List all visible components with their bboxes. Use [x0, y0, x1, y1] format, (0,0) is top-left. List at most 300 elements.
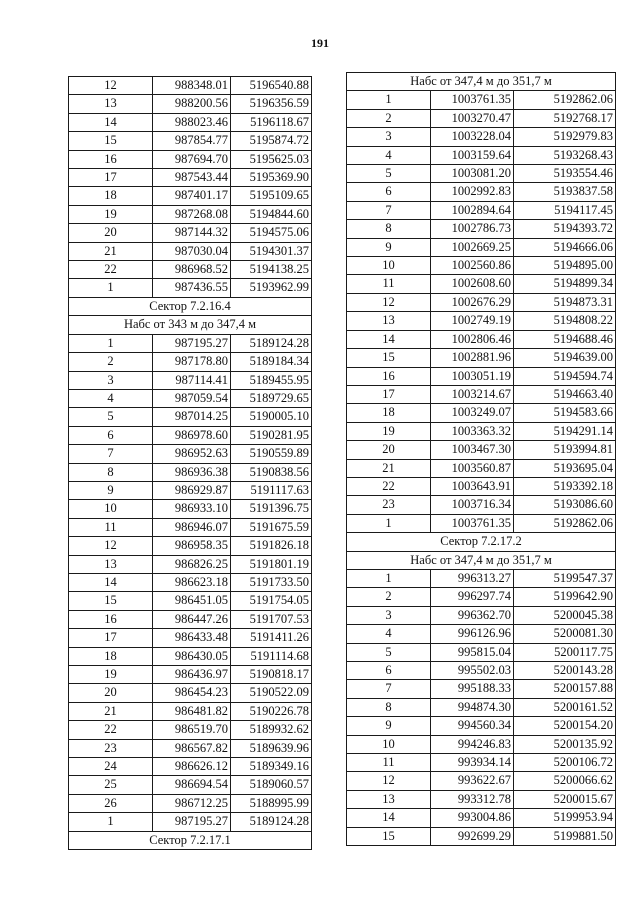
point-number-cell: 7: [347, 201, 431, 219]
y-coordinate-cell: 5196540.88: [231, 77, 312, 95]
x-coordinate-cell: 986430.05: [153, 647, 231, 665]
x-coordinate-cell: 986451.05: [153, 592, 231, 610]
x-coordinate-cell: 1002669.25: [431, 238, 514, 256]
point-number-cell: 10: [69, 500, 153, 518]
point-number-cell: 15: [347, 349, 431, 367]
table-row: [347, 827, 616, 845]
point-number-cell: 18: [347, 404, 431, 422]
table-row: [347, 91, 616, 109]
y-coordinate-cell: 5200106.72: [514, 754, 616, 772]
point-number-cell: 22: [69, 721, 153, 739]
table-row: [347, 606, 616, 624]
table-row: [69, 573, 312, 591]
point-number-cell: 13: [69, 555, 153, 573]
table-row: [69, 150, 312, 168]
y-coordinate-cell: 5192862.06: [514, 91, 616, 109]
point-number-cell: 11: [69, 518, 153, 536]
x-coordinate-cell: 1003159.64: [431, 146, 514, 164]
x-coordinate-cell: 1002749.19: [431, 312, 514, 330]
section-header-cell: Сектор 7.2.17.1: [69, 831, 312, 849]
y-coordinate-cell: 5189124.28: [231, 813, 312, 831]
y-coordinate-cell: 5200143.28: [514, 662, 616, 680]
point-number-cell: 14: [69, 113, 153, 131]
point-number-cell: 17: [347, 385, 431, 403]
table-row: [69, 647, 312, 665]
point-number-cell: 25: [69, 776, 153, 794]
point-number-cell: 19: [347, 422, 431, 440]
x-coordinate-cell: 1003716.34: [431, 496, 514, 514]
table-row: [347, 625, 616, 643]
point-number-cell: 16: [69, 610, 153, 628]
point-number-cell: 12: [347, 772, 431, 790]
table-row: [69, 169, 312, 187]
table-row: [347, 367, 616, 385]
x-coordinate-cell: 1003249.07: [431, 404, 514, 422]
x-coordinate-cell: 996313.27: [431, 569, 514, 587]
table-row: [69, 334, 312, 352]
x-coordinate-cell: 1002881.96: [431, 349, 514, 367]
x-coordinate-cell: 986481.82: [153, 702, 231, 720]
y-coordinate-cell: 5194899.34: [514, 275, 616, 293]
y-coordinate-cell: 5189639.96: [231, 739, 312, 757]
point-number-cell: 11: [347, 754, 431, 772]
table-row: [69, 610, 312, 628]
table-row: [69, 205, 312, 223]
table-row: [347, 772, 616, 790]
point-number-cell: 6: [347, 183, 431, 201]
table-row: [69, 794, 312, 812]
x-coordinate-cell: 986623.18: [153, 573, 231, 591]
point-number-cell: 14: [347, 330, 431, 348]
y-coordinate-cell: 5189349.16: [231, 758, 312, 776]
point-number-cell: 3: [347, 606, 431, 624]
point-number-cell: 7: [69, 445, 153, 463]
table-row: [347, 293, 616, 311]
y-coordinate-cell: 5191114.68: [231, 647, 312, 665]
y-coordinate-cell: 5200045.38: [514, 606, 616, 624]
y-coordinate-cell: 5199953.94: [514, 809, 616, 827]
point-number-cell: 1: [347, 91, 431, 109]
y-coordinate-cell: 5192862.06: [514, 514, 616, 532]
table-row: [69, 242, 312, 260]
x-coordinate-cell: 986447.26: [153, 610, 231, 628]
table-row: [347, 385, 616, 403]
x-coordinate-cell: 996362.70: [431, 606, 514, 624]
table-row: [69, 555, 312, 573]
point-number-cell: 23: [347, 496, 431, 514]
x-coordinate-cell: 987178.80: [153, 353, 231, 371]
point-number-cell: 23: [69, 739, 153, 757]
point-number-cell: 1: [347, 569, 431, 587]
point-number-cell: 20: [69, 684, 153, 702]
table-row: [69, 261, 312, 279]
table-row: [69, 371, 312, 389]
table-row: [347, 220, 616, 238]
table-row: [69, 95, 312, 113]
x-coordinate-cell: 1003560.87: [431, 459, 514, 477]
x-coordinate-cell: 986433.48: [153, 629, 231, 647]
y-coordinate-cell: 5193554.46: [514, 165, 616, 183]
point-number-cell: 22: [347, 477, 431, 495]
x-coordinate-cell: 986946.07: [153, 518, 231, 536]
x-coordinate-cell: 987144.32: [153, 224, 231, 242]
section-header-cell: Набс от 343 м до 347,4 м: [69, 316, 312, 334]
y-coordinate-cell: 5190838.56: [231, 463, 312, 481]
x-coordinate-cell: 987401.17: [153, 187, 231, 205]
section-header-row: [69, 316, 312, 334]
section-header-row: [69, 831, 312, 849]
y-coordinate-cell: 5194895.00: [514, 257, 616, 275]
x-coordinate-cell: 987854.77: [153, 132, 231, 150]
table-row: [347, 477, 616, 495]
y-coordinate-cell: 5194583.66: [514, 404, 616, 422]
point-number-cell: 22: [69, 261, 153, 279]
x-coordinate-cell: 996126.96: [431, 625, 514, 643]
point-number-cell: 19: [69, 666, 153, 684]
section-header-cell: Набс от 347,4 м до 351,7 м: [347, 551, 616, 569]
y-coordinate-cell: 5200161.52: [514, 698, 616, 716]
y-coordinate-cell: 5194873.31: [514, 293, 616, 311]
y-coordinate-cell: 5191675.59: [231, 518, 312, 536]
x-coordinate-cell: 995188.33: [431, 680, 514, 698]
section-header-cell: Сектор 7.2.17.2: [347, 533, 616, 551]
x-coordinate-cell: 994874.30: [431, 698, 514, 716]
point-number-cell: 6: [69, 426, 153, 444]
y-coordinate-cell: 5190005.10: [231, 408, 312, 426]
point-number-cell: 20: [347, 441, 431, 459]
x-coordinate-cell: 995815.04: [431, 643, 514, 661]
x-coordinate-cell: 993934.14: [431, 754, 514, 772]
point-number-cell: 16: [69, 150, 153, 168]
y-coordinate-cell: 5192768.17: [514, 109, 616, 127]
y-coordinate-cell: 5200117.75: [514, 643, 616, 661]
table-row: [347, 754, 616, 772]
table-row: [69, 518, 312, 536]
table-row: [69, 702, 312, 720]
point-number-cell: 4: [347, 625, 431, 643]
page-number: 191: [311, 36, 329, 50]
point-number-cell: 10: [347, 257, 431, 275]
table-row: [347, 459, 616, 477]
table-row: [69, 389, 312, 407]
x-coordinate-cell: 996297.74: [431, 588, 514, 606]
x-coordinate-cell: 988348.01: [153, 77, 231, 95]
x-coordinate-cell: 1003761.35: [431, 514, 514, 532]
table-row: [347, 238, 616, 256]
table-row: [69, 463, 312, 481]
x-coordinate-cell: 1003761.35: [431, 91, 514, 109]
point-number-cell: 1: [69, 279, 153, 297]
table-row: [347, 330, 616, 348]
point-number-cell: 4: [347, 146, 431, 164]
point-number-cell: 12: [69, 77, 153, 95]
point-number-cell: 12: [347, 293, 431, 311]
point-number-cell: 14: [347, 809, 431, 827]
y-coordinate-cell: 5194666.06: [514, 238, 616, 256]
table-row: [69, 445, 312, 463]
y-coordinate-cell: 5200157.88: [514, 680, 616, 698]
point-number-cell: 5: [347, 165, 431, 183]
table-row: [347, 275, 616, 293]
x-coordinate-cell: 987014.25: [153, 408, 231, 426]
table-row: [347, 146, 616, 164]
x-coordinate-cell: 986952.63: [153, 445, 231, 463]
x-coordinate-cell: 988200.56: [153, 95, 231, 113]
y-coordinate-cell: 5189124.28: [231, 334, 312, 352]
x-coordinate-cell: 987114.41: [153, 371, 231, 389]
x-coordinate-cell: 1003363.32: [431, 422, 514, 440]
y-coordinate-cell: 5190818.17: [231, 666, 312, 684]
x-coordinate-cell: 987030.04: [153, 242, 231, 260]
point-number-cell: 5: [69, 408, 153, 426]
y-coordinate-cell: 5191411.26: [231, 629, 312, 647]
left-coordinates-table: [68, 76, 312, 850]
y-coordinate-cell: 5196118.67: [231, 113, 312, 131]
table-row: [347, 257, 616, 275]
x-coordinate-cell: 1003051.19: [431, 367, 514, 385]
y-coordinate-cell: 5194575.06: [231, 224, 312, 242]
table-row: [347, 183, 616, 201]
y-coordinate-cell: 5193695.04: [514, 459, 616, 477]
y-coordinate-cell: 5189060.57: [231, 776, 312, 794]
x-coordinate-cell: 1002786.73: [431, 220, 514, 238]
x-coordinate-cell: 994246.83: [431, 735, 514, 753]
point-number-cell: 21: [69, 702, 153, 720]
table-row: [69, 426, 312, 444]
x-coordinate-cell: 987268.08: [153, 205, 231, 223]
x-coordinate-cell: 995502.03: [431, 662, 514, 680]
y-coordinate-cell: 5200066.62: [514, 772, 616, 790]
y-coordinate-cell: 5195874.72: [231, 132, 312, 150]
point-number-cell: 21: [347, 459, 431, 477]
x-coordinate-cell: 994560.34: [431, 717, 514, 735]
x-coordinate-cell: 986826.25: [153, 555, 231, 573]
right-coordinates-table: [346, 72, 616, 846]
table-row: [69, 408, 312, 426]
table-row: [347, 662, 616, 680]
x-coordinate-cell: 986958.35: [153, 537, 231, 555]
section-header-cell: Сектор 7.2.16.4: [69, 297, 312, 315]
x-coordinate-cell: 1002894.64: [431, 201, 514, 219]
point-number-cell: 18: [69, 187, 153, 205]
x-coordinate-cell: 1002992.83: [431, 183, 514, 201]
x-coordinate-cell: 986519.70: [153, 721, 231, 739]
y-coordinate-cell: 5199881.50: [514, 827, 616, 845]
table-row: [347, 496, 616, 514]
x-coordinate-cell: 1003270.47: [431, 109, 514, 127]
y-coordinate-cell: 5191396.75: [231, 500, 312, 518]
x-coordinate-cell: 1002608.60: [431, 275, 514, 293]
y-coordinate-cell: 5192979.83: [514, 128, 616, 146]
x-coordinate-cell: 987694.70: [153, 150, 231, 168]
y-coordinate-cell: 5193392.18: [514, 477, 616, 495]
point-number-cell: 10: [347, 735, 431, 753]
table-row: [69, 592, 312, 610]
section-header-row: [347, 533, 616, 551]
table-row: [69, 481, 312, 499]
y-coordinate-cell: 5194808.22: [514, 312, 616, 330]
y-coordinate-cell: 5194688.46: [514, 330, 616, 348]
table-row: [69, 537, 312, 555]
y-coordinate-cell: 5193268.43: [514, 146, 616, 164]
point-number-cell: 1: [69, 334, 153, 352]
y-coordinate-cell: 5194393.72: [514, 220, 616, 238]
point-number-cell: 11: [347, 275, 431, 293]
section-header-row: [69, 297, 312, 315]
table-row: [347, 680, 616, 698]
section-header-row: [347, 73, 616, 91]
table-row: [69, 113, 312, 131]
table-row: [347, 514, 616, 532]
point-number-cell: 18: [69, 647, 153, 665]
point-number-cell: 9: [347, 238, 431, 256]
y-coordinate-cell: 5196356.59: [231, 95, 312, 113]
table-row: [347, 404, 616, 422]
y-coordinate-cell: 5190226.78: [231, 702, 312, 720]
x-coordinate-cell: 993004.86: [431, 809, 514, 827]
point-number-cell: 1: [69, 813, 153, 831]
point-number-cell: 19: [69, 205, 153, 223]
y-coordinate-cell: 5195369.90: [231, 169, 312, 187]
point-number-cell: 13: [347, 790, 431, 808]
section-header-cell: Набс от 347,4 м до 351,7 м: [347, 73, 616, 91]
y-coordinate-cell: 5189729.65: [231, 389, 312, 407]
x-coordinate-cell: 987436.55: [153, 279, 231, 297]
y-coordinate-cell: 5189455.95: [231, 371, 312, 389]
table-row: [347, 128, 616, 146]
y-coordinate-cell: 5195109.65: [231, 187, 312, 205]
y-coordinate-cell: 5193962.99: [231, 279, 312, 297]
y-coordinate-cell: 5189932.62: [231, 721, 312, 739]
table-row: [347, 349, 616, 367]
y-coordinate-cell: 5194844.60: [231, 205, 312, 223]
point-number-cell: 26: [69, 794, 153, 812]
y-coordinate-cell: 5200081.30: [514, 625, 616, 643]
y-coordinate-cell: 5199642.90: [514, 588, 616, 606]
x-coordinate-cell: 986712.25: [153, 794, 231, 812]
point-number-cell: 13: [347, 312, 431, 330]
x-coordinate-cell: 986936.38: [153, 463, 231, 481]
point-number-cell: 2: [347, 588, 431, 606]
table-row: [347, 643, 616, 661]
table-row: [69, 132, 312, 150]
table-row: [347, 165, 616, 183]
y-coordinate-cell: 5193994.81: [514, 441, 616, 459]
x-coordinate-cell: 986933.10: [153, 500, 231, 518]
x-coordinate-cell: 986929.87: [153, 481, 231, 499]
section-header-row: [347, 551, 616, 569]
table-row: [347, 735, 616, 753]
point-number-cell: 24: [69, 758, 153, 776]
point-number-cell: 12: [69, 537, 153, 555]
table-row: [69, 224, 312, 242]
point-number-cell: 8: [347, 698, 431, 716]
table-row: [347, 422, 616, 440]
x-coordinate-cell: 987059.54: [153, 389, 231, 407]
point-number-cell: 15: [69, 592, 153, 610]
point-number-cell: 3: [347, 128, 431, 146]
point-number-cell: 4: [69, 389, 153, 407]
x-coordinate-cell: 986436.97: [153, 666, 231, 684]
x-coordinate-cell: 986567.82: [153, 739, 231, 757]
point-number-cell: 15: [347, 827, 431, 845]
x-coordinate-cell: 986978.60: [153, 426, 231, 444]
y-coordinate-cell: 5191754.05: [231, 592, 312, 610]
table-row: [69, 758, 312, 776]
y-coordinate-cell: 5200154.20: [514, 717, 616, 735]
y-coordinate-cell: 5188995.99: [231, 794, 312, 812]
point-number-cell: 5: [347, 643, 431, 661]
table-row: [69, 629, 312, 647]
table-row: [69, 500, 312, 518]
x-coordinate-cell: 987543.44: [153, 169, 231, 187]
y-coordinate-cell: 5194291.14: [514, 422, 616, 440]
table-row: [347, 201, 616, 219]
point-number-cell: 7: [347, 680, 431, 698]
y-coordinate-cell: 5193837.58: [514, 183, 616, 201]
x-coordinate-cell: 1002806.46: [431, 330, 514, 348]
y-coordinate-cell: 5194663.40: [514, 385, 616, 403]
x-coordinate-cell: 986454.23: [153, 684, 231, 702]
table-row: [69, 279, 312, 297]
x-coordinate-cell: 986626.12: [153, 758, 231, 776]
point-number-cell: 1: [347, 514, 431, 532]
point-number-cell: 21: [69, 242, 153, 260]
table-row: [69, 187, 312, 205]
table-row: [69, 666, 312, 684]
x-coordinate-cell: 993622.67: [431, 772, 514, 790]
x-coordinate-cell: 987195.27: [153, 334, 231, 352]
point-number-cell: 15: [69, 132, 153, 150]
y-coordinate-cell: 5191801.19: [231, 555, 312, 573]
x-coordinate-cell: 1003081.20: [431, 165, 514, 183]
y-coordinate-cell: 5194301.37: [231, 242, 312, 260]
y-coordinate-cell: 5194117.45: [514, 201, 616, 219]
table-row: [69, 77, 312, 95]
point-number-cell: 13: [69, 95, 153, 113]
y-coordinate-cell: 5199547.37: [514, 569, 616, 587]
x-coordinate-cell: 986694.54: [153, 776, 231, 794]
x-coordinate-cell: 993312.78: [431, 790, 514, 808]
point-number-cell: 17: [69, 629, 153, 647]
point-number-cell: 6: [347, 662, 431, 680]
table-row: [347, 588, 616, 606]
y-coordinate-cell: 5194594.74: [514, 367, 616, 385]
point-number-cell: 8: [347, 220, 431, 238]
x-coordinate-cell: 987195.27: [153, 813, 231, 831]
table-row: [69, 353, 312, 371]
table-row: [69, 739, 312, 757]
y-coordinate-cell: 5191733.50: [231, 573, 312, 591]
point-number-cell: 9: [347, 717, 431, 735]
y-coordinate-cell: 5190559.89: [231, 445, 312, 463]
y-coordinate-cell: 5200015.67: [514, 790, 616, 808]
y-coordinate-cell: 5191826.18: [231, 537, 312, 555]
table-row: [347, 109, 616, 127]
point-number-cell: 9: [69, 481, 153, 499]
table-row: [347, 569, 616, 587]
table-row: [69, 776, 312, 794]
point-number-cell: 14: [69, 573, 153, 591]
y-coordinate-cell: 5190281.95: [231, 426, 312, 444]
y-coordinate-cell: 5200135.92: [514, 735, 616, 753]
point-number-cell: 3: [69, 371, 153, 389]
y-coordinate-cell: 5193086.60: [514, 496, 616, 514]
table-row: [347, 441, 616, 459]
x-coordinate-cell: 1003228.04: [431, 128, 514, 146]
x-coordinate-cell: 1003467.30: [431, 441, 514, 459]
table-row: [347, 717, 616, 735]
